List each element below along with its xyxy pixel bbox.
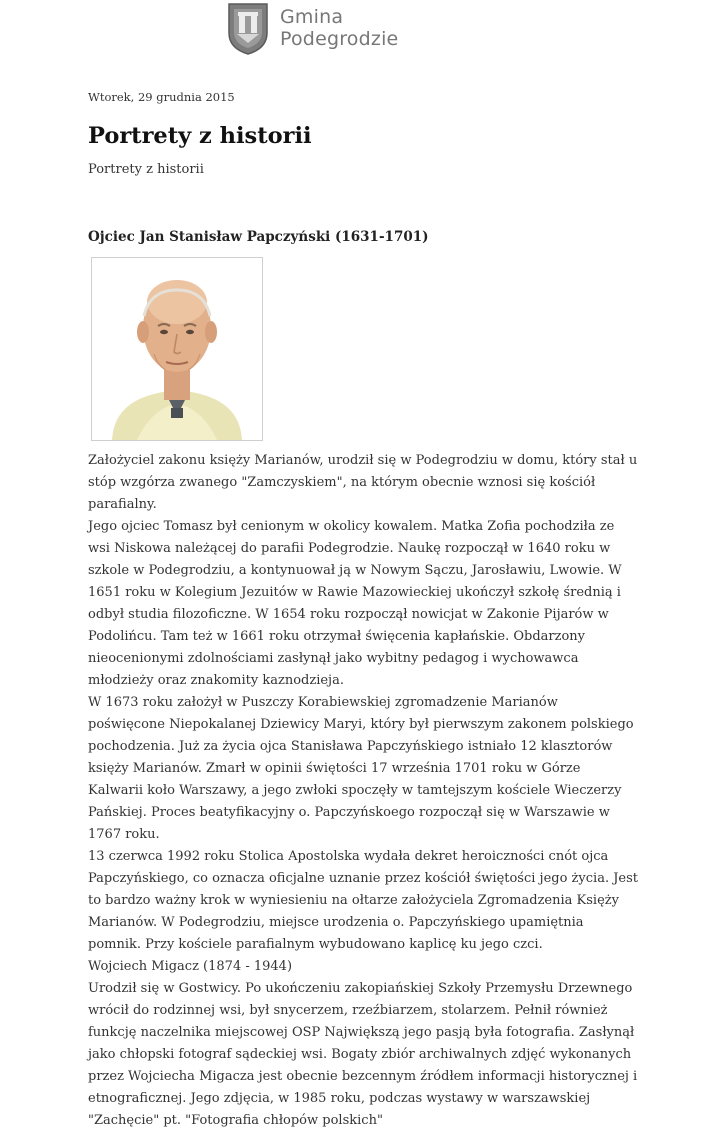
brand-line-1: Gmina [280,6,344,28]
paragraph: 13 czerwca 1992 roku Stolica Apostolska wydała dekret heroiczności cnót ojca Papczyńskiego, co oznacza oficjalne uznanie przez kościół świętości jego życia. Jest to bardzo ważny krok w wyniesieniu na ołtarze założyciela Zgromadzenia Księży Marianów. W Podegrodziu, miejsce urodzenia o. Papczyńskiego upamiętnia pomnik. Przy kościele parafialnym wybudowano kaplicę ku jego czci. [88,849,639,952]
article-date: Wtorek, 29 grudnia 2015 [88,90,235,104]
brand-name[interactable] [280,6,398,50]
article-body [88,450,638,1132]
person-heading: Wojciech Migacz (1874 - 1944) [88,959,293,974]
paragraph: Jego ojciec Tomasz był cenionym w okolicy kowalem. Matka Zofia pochodziła ze wsi Niskowa należącej do parafii Podegrodzie. Naukę rozpoczął w 1640 roku w szkole w Podegrodziu, a kontynuował ją w Nowym Sączu, Jarosławiu, Lwowie. W 1651 roku w Kolegium Jezuitów w Rawie Mazowieckiej ukończył szkołę średnią i odbył studia filozoficzne. W 1654 roku rozpoczął nowicjat w Zakonie Pijarów w Podolińcu. Tam też w 1661 roku otrzymał święcenia kapłańskie. Obdarzony nieocenionymi zdolnościami zasłynął jako wybitny pedagog i wychowawca młodzieży oraz znakomity kaznodzieja. [88,519,622,688]
paragraph: W 1673 roku założył w Puszczy Korabiewskiej zgromadzenie Marianów poświęcone Niepokalanej Dziewicy Maryi, który był pierwszym zakonem polskiego pochodzenia. Już za życia ojca Stanisława Papczyńskiego istniało 12 klasztorów księży Marianów. Zmarł w opinii świętości 17 września 1701 roku w Górze Kalwarii koło Warszawy, a jego zwłoki spoczęły w tamtejszym kościele Wieczerzy Pańskiej. Proces beatyfikacyjny o. Papczyńskoego rozpoczął się w Warszawie w 1767 roku. [88,695,634,842]
brand-line-2: Podegrodzie [280,28,399,50]
portrait-image [91,257,263,441]
article-subtitle: Portrety z historii [88,162,204,177]
article [88,88,648,1132]
section-heading: Ojciec Jan Stanisław Papczyński (1631-1701) [88,229,429,245]
page-title: Portrety z historii [88,123,312,149]
site-header [226,0,398,56]
coat-of-arms-icon[interactable] [226,1,270,55]
paragraph: Założyciel zakonu księży Marianów, urodził się w Podegrodziu w domu, który stał u stóp wzgórza zwanego "Zamczyskiem", na którym obecnie wznosi się kościół parafialny. [88,453,638,512]
paragraph: Urodził się w Gostwicy. Po ukończeniu zakopiańskiej Szkoły Przemysłu Drzewnego wrócił do rodzinnej wsi, był snycerzem, rzeźbiarzem, stolarzem. Pełnił również funkcję naczelnika miejscowej OSP Największą jego pasją była fotografia. Zasłynął jako chłopski fotograf sądeckiej wsi. Bogaty zbiór archiwalnych zdjęć wykonanych przez Wojciecha Migacza jest obecnie bezcennym źródłem informacji historycznej i etnograficznej. Jego zdjęcia, w 1985 roku, podczas wystawy w warszawskiej "Zachęcie" pt. "Fotografia chłopów polskich" [88,981,638,1128]
